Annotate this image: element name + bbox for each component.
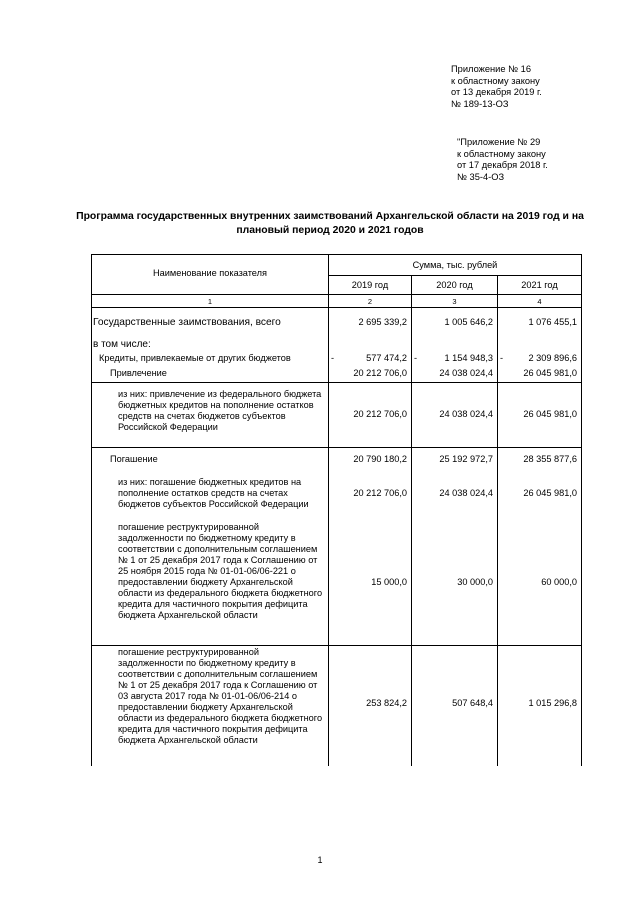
row-restructured-2015-2020: 30 000,0 bbox=[457, 577, 493, 587]
table-divider-name bbox=[328, 254, 329, 766]
header-year-2021: 2021 год bbox=[521, 280, 558, 290]
row-privlechenie-label: Привлечение bbox=[110, 368, 167, 378]
row-restructured-2015-label: погашение реструктурированной задолженности по бюджетному кредиту в соответствии с дополнительным соглашением № 1 от 25 декабря 2017 года к Соглашению от 25 ноября 2015 года № 01-01-06/06-221 о предоставлении бюджету Архангельской области из федерального бюджета бюджетного кредита для частичного покрытия дефицита бюджета Архангельской области bbox=[118, 522, 323, 620]
row-total-2019: 2 695 339,2 bbox=[358, 317, 407, 327]
row-privlechenie-detail-2019: 20 212 706,0 bbox=[353, 409, 407, 419]
row-credits-2021: 2 309 896,6 bbox=[528, 353, 577, 363]
row-total-2021: 1 076 455,1 bbox=[528, 317, 577, 327]
row-restructured-2015-2019: 15 000,0 bbox=[371, 577, 407, 587]
row-credits-sign-2020: - bbox=[414, 353, 418, 363]
row-privlechenie-detail-2020: 24 038 024,4 bbox=[439, 409, 493, 419]
col-number-3: 3 bbox=[452, 297, 457, 306]
col-number-1: 1 bbox=[207, 297, 213, 306]
table-border-left bbox=[91, 254, 92, 766]
table-line-sum-header bbox=[328, 275, 582, 276]
header-year-2020: 2020 год bbox=[436, 280, 473, 290]
table-line-after-privlechenie bbox=[91, 382, 582, 383]
table-divider-2020 bbox=[497, 275, 498, 766]
header-year-2019: 2019 год bbox=[351, 280, 389, 290]
row-restructured-2015-2021: 60 000,0 bbox=[541, 577, 577, 587]
row-including-label: в том числе: bbox=[93, 339, 151, 350]
row-privlechenie-2020: 24 038 024,4 bbox=[439, 368, 493, 378]
table-line-after-privlechenie-detail bbox=[91, 447, 582, 448]
header-name: Наименование показателя bbox=[153, 268, 267, 278]
row-credits-sign-2021: - bbox=[500, 353, 504, 363]
row-restructured-2017-2020: 507 648,4 bbox=[452, 698, 493, 708]
row-pogashenie-label: Погашение bbox=[110, 454, 158, 464]
row-privlechenie-detail-label: из них: привлечение из федерального бюджета бюджетных кредитов на пополнение остатков средств на счетах бюджетов субъектов Российской Федерации bbox=[118, 389, 322, 432]
col-number-2: 2 bbox=[367, 297, 373, 306]
row-credits-label: Кредиты, привлекаемые от других бюджетов bbox=[99, 353, 291, 363]
annex-previous: "Приложение № 29 к областному закону от 17 декабря 2018 г. № 35-4-ОЗ bbox=[457, 137, 548, 182]
row-restructured-2017-label: погашение реструктурированной задолженности по бюджетному кредиту в соответствии с дополнительным соглашением № 1 от 25 декабря 2017 года к Соглашению от 03 августа 2017 года № 01-01-06/06-214 о предоставлении бюджету Архангельской области из федерального бюджета бюджетного кредита для частичного покрытия дефицита бюджета Архангельской области bbox=[118, 647, 323, 745]
table-line-col-numbers bbox=[91, 307, 582, 308]
col-number-4: 4 bbox=[537, 297, 542, 306]
header-sum: Сумма, тыс. рублей bbox=[412, 260, 498, 270]
row-pogashenie-detail-2019: 20 212 706,0 bbox=[353, 488, 407, 498]
row-privlechenie-2019: 20 212 706,0 bbox=[353, 368, 407, 378]
table-border-right bbox=[581, 254, 582, 766]
row-pogashenie-detail-2021: 26 045 981,0 bbox=[523, 488, 577, 498]
annex-header: Приложение № 16 к областному закону от 13 декабря 2019 г. № 189-13-ОЗ bbox=[451, 64, 542, 109]
row-pogashenie-detail-2020: 24 038 024,4 bbox=[439, 488, 493, 498]
row-pogashenie-2020: 25 192 972,7 bbox=[439, 454, 493, 464]
document-title: Программа государственных внутренних заимствований Архангельской области на 2019 год и на плановый период 2020 и 2021 годов bbox=[76, 211, 584, 236]
table-border-top bbox=[91, 254, 582, 255]
row-pogashenie-2021: 28 355 877,6 bbox=[523, 454, 577, 464]
row-privlechenie-detail-2021: 26 045 981,0 bbox=[523, 409, 577, 419]
row-restructured-2017-2021: 1 015 296,8 bbox=[528, 698, 577, 708]
row-restructured-2017-2019: 253 824,2 bbox=[366, 698, 407, 708]
row-credits-sign-2019: - bbox=[331, 353, 335, 363]
row-credits-2020: 1 154 948,3 bbox=[444, 353, 493, 363]
row-credits-2019: 577 474,2 bbox=[366, 353, 407, 363]
row-total-2020: 1 005 646,2 bbox=[444, 317, 493, 327]
table-line-years bbox=[91, 294, 582, 295]
table-divider-2019 bbox=[411, 275, 412, 766]
row-pogashenie-2019: 20 790 180,2 bbox=[353, 454, 407, 464]
row-privlechenie-2021: 26 045 981,0 bbox=[523, 368, 577, 378]
row-total-label: Государственные заимствования, всего bbox=[93, 317, 281, 328]
page-number: 1 bbox=[317, 855, 323, 865]
table-line-after-pogashenie-2015 bbox=[91, 645, 582, 646]
row-pogashenie-detail-label: из них: погашение бюджетных кредитов на пополнение остатков средств на счетах бюджетов субъектов Российской Федерации bbox=[118, 477, 309, 509]
